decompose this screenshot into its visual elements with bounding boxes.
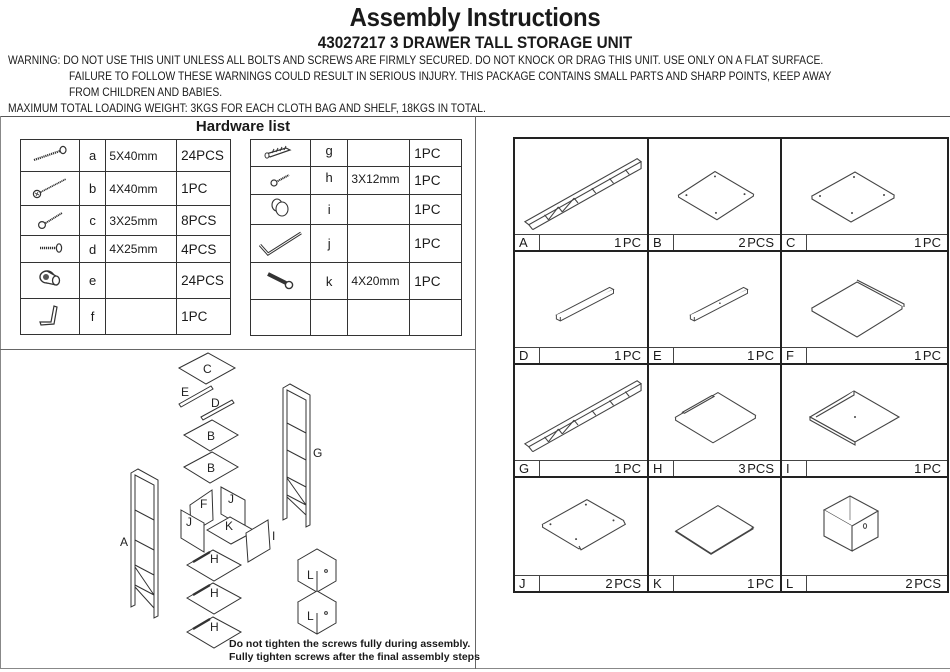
- rail-icon: [515, 252, 647, 348]
- diagram-label-C: C: [203, 362, 212, 376]
- max-load-text: : 3KGS FOR EACH CLOTH BAG AND SHELF, 18KGS IN TOTAL.: [184, 101, 486, 115]
- allen-key-icon: [251, 225, 311, 263]
- panel-framed-icon: [782, 365, 947, 462]
- diagram-label-J: J: [228, 492, 234, 506]
- hardware-code: e: [79, 263, 106, 299]
- parts-row: [515, 139, 947, 252]
- hardware-code: k: [310, 263, 348, 300]
- hardware-row: [251, 225, 462, 263]
- hardware-qty: 24PCS: [177, 263, 231, 299]
- max-load-label: MAXIMUM TOTAL LOADING WEIGHT: [8, 101, 185, 115]
- part-label: [649, 575, 780, 591]
- short-screw-icon: [21, 206, 80, 236]
- hardware-row: [251, 167, 462, 195]
- part-qty: 2 PCS: [605, 576, 641, 591]
- parts-grid: [513, 137, 949, 593]
- part-letter: G: [515, 461, 540, 476]
- part-label: [782, 234, 947, 250]
- part-letter: E: [649, 348, 674, 363]
- hardware-row: [21, 206, 231, 236]
- empty-cell: [310, 300, 348, 336]
- diagram-label-E: E: [181, 385, 190, 399]
- hardware-code: g: [310, 140, 348, 167]
- hardware-qty: 1PC: [410, 263, 462, 300]
- warning-line-2: FAILURE TO FOLLOW THESE WARNINGS COULD RESULT IN SERIOUS INJURY. THIS PACKAGE CONTAINS SMALL PARTS AND SHARP POINTS, KEEP AWAY: [69, 69, 832, 83]
- shelf-lipped-icon: [649, 365, 780, 461]
- part-letter: I: [782, 461, 807, 476]
- hardware-qty: 1PC: [410, 167, 462, 195]
- hardware-code: j: [310, 225, 348, 263]
- part-label: [782, 347, 947, 363]
- part-letter: F: [782, 348, 807, 363]
- diagram-label-H: H: [210, 620, 219, 634]
- hardware-row: [21, 263, 231, 299]
- frame-divider-vertical: [475, 116, 476, 669]
- parts-row: [515, 252, 947, 365]
- part-J: [515, 478, 649, 591]
- hardware-size: 4X40mm: [106, 172, 177, 206]
- hardware-code: a: [79, 140, 106, 172]
- part-qty: 1 PC: [747, 576, 774, 591]
- empty-cell: [348, 300, 410, 336]
- part-qty: 1 PC: [914, 461, 941, 476]
- part-H: [649, 365, 782, 478]
- part-letter: D: [515, 348, 540, 363]
- diagram-label-D: D: [211, 396, 220, 410]
- diagram-label-J: J: [186, 515, 192, 529]
- part-C: [782, 139, 947, 252]
- part-letter: L: [782, 576, 807, 591]
- part-label: [515, 347, 647, 363]
- hardware-row: [251, 195, 462, 225]
- part-qty: 1 PC: [614, 235, 641, 250]
- part-label: [515, 234, 647, 250]
- part-K: [649, 478, 782, 591]
- hardware-code: f: [79, 299, 106, 335]
- hardware-size: [348, 225, 410, 263]
- part-label: [782, 460, 947, 476]
- diagram-label-A: A: [120, 535, 129, 549]
- ladder-frame-icon: [515, 365, 647, 461]
- empty-cell: [410, 300, 462, 336]
- cam-lock-icon: [21, 263, 80, 299]
- part-qty: 1 PC: [614, 461, 641, 476]
- part-qty: 3 PCS: [738, 461, 774, 476]
- panel-icon: [649, 139, 780, 235]
- part-letter: K: [649, 576, 674, 591]
- hardware-size: [106, 263, 177, 299]
- wall-anchor-icon: [251, 140, 311, 167]
- hardware-table-right: [250, 139, 462, 336]
- diagram-label-I: I: [272, 529, 276, 543]
- panel-edged-icon: [515, 478, 647, 574]
- part-letter: B: [649, 235, 674, 250]
- empty-cell: [251, 300, 311, 336]
- hardware-code: d: [79, 236, 106, 263]
- part-label: [515, 460, 647, 476]
- part-qty: 1 PC: [747, 348, 774, 363]
- hardware-code: h: [310, 167, 348, 195]
- hardware-size: 4X20mm: [348, 263, 410, 300]
- hardware-qty: 1PC: [177, 172, 231, 206]
- part-qty: 2 PCS: [738, 235, 774, 250]
- hardware-size: 4X25mm: [106, 236, 177, 263]
- diagram-label-K: K: [225, 519, 234, 533]
- diagram-label-B: B: [207, 429, 216, 443]
- l-bracket-icon: [21, 299, 80, 335]
- diagram-label-B: B: [207, 461, 216, 475]
- hardware-row: [21, 236, 231, 263]
- hardware-row-empty: [251, 300, 462, 336]
- diagram-label-F: F: [200, 497, 208, 511]
- part-label: [782, 575, 947, 591]
- part-G: [515, 365, 649, 478]
- hardware-row: [251, 140, 462, 167]
- part-L: [782, 478, 947, 591]
- diagram-label-L: L: [307, 609, 314, 623]
- hardware-qty: 8PCS: [177, 206, 231, 236]
- hardware-row: [251, 263, 462, 300]
- hardware-list-title: Hardware list: [195, 118, 291, 135]
- page-title: Assembly Instructions: [349, 2, 601, 32]
- hardware-row: [21, 172, 231, 206]
- thin-panel-icon: [649, 478, 780, 574]
- part-A: [515, 139, 649, 252]
- hardware-row: [21, 299, 231, 335]
- hardware-size: 3X12mm: [348, 167, 410, 195]
- parts-row: [515, 365, 947, 478]
- part-label: [649, 347, 780, 363]
- rail-icon: [649, 252, 780, 348]
- hardware-code: b: [79, 172, 106, 206]
- part-D: [515, 252, 649, 365]
- hardware-code: c: [79, 206, 106, 236]
- hardware-size: [106, 299, 177, 335]
- part-qty: 2 PCS: [905, 576, 941, 591]
- hardware-size: 3X25mm: [106, 206, 177, 236]
- hardware-code: i: [310, 195, 348, 225]
- hardware-qty: 1PC: [410, 195, 462, 225]
- part-label: [649, 234, 780, 250]
- part-qty: 1 PC: [914, 348, 941, 363]
- diagram-label-G: G: [313, 446, 323, 460]
- part-label: [515, 575, 647, 591]
- ladder-frame-icon: [515, 139, 647, 235]
- hardware-size: 5X40mm: [106, 140, 177, 172]
- hardware-size: [348, 140, 410, 167]
- bolt-icon: [251, 263, 311, 300]
- warning-label: WARNING:: [8, 53, 61, 67]
- warning-text-1: DO NOT USE THIS UNIT UNLESS ALL BOLTS AND SCREWS ARE FIRMLY SECURED. DO NOT KNOCK OR DRAG THIS UNIT. USE ONLY ON A FLAT SURFACE.: [63, 53, 824, 67]
- part-qty: 1 PC: [614, 348, 641, 363]
- long-screw-icon: [21, 140, 80, 172]
- warning-line-3: FROM CHILDREN AND BABIES.: [69, 85, 223, 99]
- hardware-qty: 1PC: [177, 299, 231, 335]
- small-screw-icon: [21, 236, 80, 263]
- part-I: [782, 365, 947, 478]
- diagram-label-H: H: [210, 552, 219, 566]
- part-E: [649, 252, 782, 365]
- part-letter: A: [515, 235, 540, 250]
- hardware-size: [348, 195, 410, 225]
- assembly-note-line-1: Do not tighten the screws fully during assembly.: [229, 638, 471, 650]
- max-load-line: [8, 100, 486, 116]
- exploded-assembly-diagram: [0, 350, 475, 668]
- assembly-note: [229, 638, 480, 664]
- hardware-table-left: [20, 139, 231, 335]
- panel-icon: [782, 139, 947, 236]
- box-icon: [782, 478, 947, 575]
- assembly-note-line-2: Fully tighten screws after the final assembly steps: [229, 651, 480, 663]
- part-B: [649, 139, 782, 252]
- flat-head-screw-icon: [21, 172, 80, 206]
- part-qty: 1 PC: [914, 235, 941, 250]
- part-label: [649, 460, 780, 476]
- part-F: [782, 252, 947, 365]
- parts-row: [515, 478, 947, 591]
- hardware-qty: 1PC: [410, 140, 462, 167]
- part-letter: H: [649, 461, 674, 476]
- diagram-label-H: H: [210, 586, 219, 600]
- tiny-screw-icon: [251, 167, 311, 195]
- product-subtitle: 43027217 3 DRAWER TALL STORAGE UNIT: [317, 33, 633, 52]
- warning-line-1: [8, 52, 823, 68]
- hardware-qty: 1PC: [410, 225, 462, 263]
- hardware-qty: 4PCS: [177, 236, 231, 263]
- diagram-label-L: L: [307, 568, 314, 582]
- hardware-qty: 24PCS: [177, 140, 231, 172]
- panel-edged-icon: [782, 252, 947, 349]
- hardware-row: [21, 140, 231, 172]
- knob-icon: [251, 195, 311, 225]
- part-letter: J: [515, 576, 540, 591]
- part-letter: C: [782, 235, 807, 250]
